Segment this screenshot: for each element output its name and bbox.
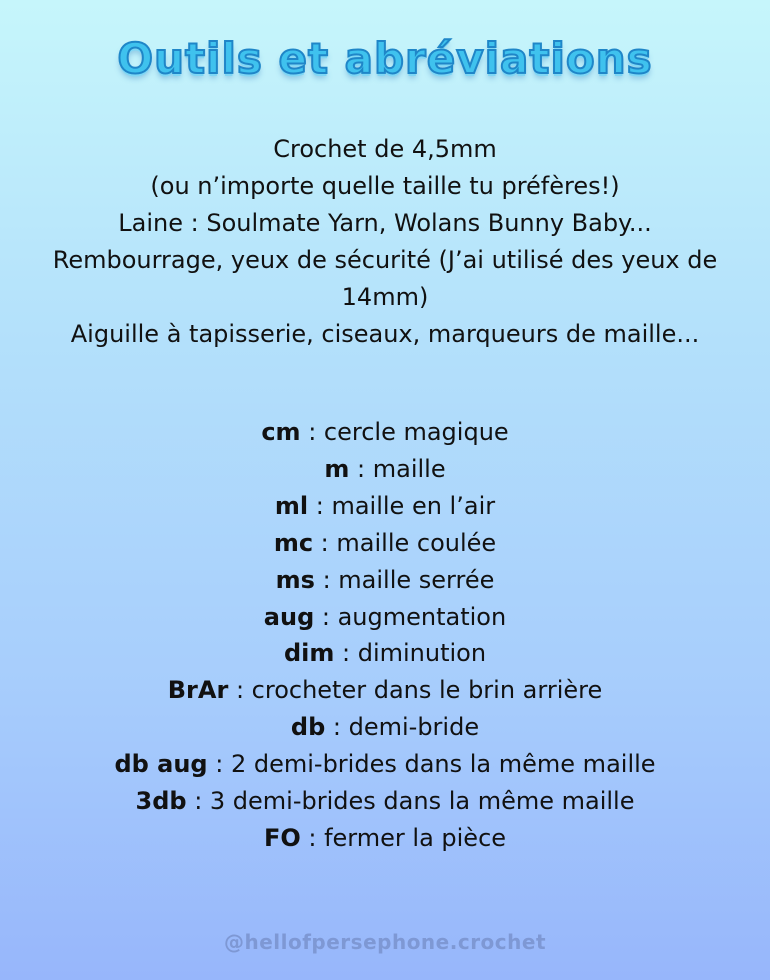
abbreviation-definition: : 3 demi-brides dans la même maille bbox=[186, 787, 635, 816]
abbreviation-row bbox=[30, 599, 740, 636]
abbreviation-term: db aug bbox=[114, 750, 208, 779]
tools-line: Aiguille à tapisserie, ciseaux, marqueurs de maille... bbox=[70, 320, 700, 348]
abbreviation-definition: : crocheter dans le brin arrière bbox=[228, 676, 603, 705]
abbreviation-row bbox=[30, 672, 740, 709]
abbreviation-term: db bbox=[290, 713, 326, 742]
abbreviation-row bbox=[30, 451, 740, 488]
abbreviation-term: aug bbox=[263, 602, 315, 631]
abbreviation-row bbox=[30, 562, 740, 599]
abbreviation-definition: : maille en l’air bbox=[308, 491, 496, 520]
abbreviation-definition: : demi-bride bbox=[325, 713, 480, 742]
abbreviation-row bbox=[30, 820, 740, 857]
abbreviation-definition: : fermer la pièce bbox=[300, 823, 507, 852]
tools-list bbox=[30, 131, 740, 353]
instagram-handle: @hellofpersephone.crochet bbox=[223, 930, 547, 954]
abbreviation-definition: : maille coulée bbox=[313, 528, 497, 557]
tools-line: (ou n’importe quelle taille tu préfères!) bbox=[150, 172, 620, 200]
abbreviation-definition: : maille bbox=[349, 454, 446, 483]
abbreviation-term: ml bbox=[274, 491, 309, 520]
abbreviation-definition: : diminution bbox=[334, 639, 487, 668]
abbreviation-row bbox=[30, 414, 740, 451]
abbreviation-term: 3db bbox=[135, 787, 187, 816]
abbreviation-term: ms bbox=[275, 565, 315, 594]
tools-line: Rembourrage, yeux de sécurité (J’ai utilisé des yeux de 14mm) bbox=[52, 246, 718, 311]
page-title: Outils et abréviations bbox=[117, 34, 653, 83]
abbreviation-row bbox=[30, 709, 740, 746]
abbreviation-term: BrAr bbox=[167, 676, 229, 705]
tools-line: Laine : Soulmate Yarn, Wolans Bunny Baby... bbox=[118, 209, 652, 237]
abbreviation-row bbox=[30, 746, 740, 783]
abbreviation-term: dim bbox=[283, 639, 335, 668]
abbreviation-row bbox=[30, 783, 740, 820]
abbreviation-row bbox=[30, 525, 740, 562]
abbreviation-row bbox=[30, 488, 740, 525]
tools-line: Crochet de 4,5mm bbox=[273, 135, 497, 163]
abbreviation-term: m bbox=[324, 454, 350, 483]
abbreviation-definition: : augmentation bbox=[314, 602, 507, 631]
abbreviation-term: mc bbox=[273, 528, 314, 557]
abbreviations-list bbox=[30, 414, 740, 857]
abbreviation-term: cm bbox=[261, 418, 301, 446]
abbreviation-term: FO bbox=[263, 823, 301, 852]
abbreviation-row bbox=[30, 635, 740, 672]
abbreviation-definition: : cercle magique bbox=[300, 418, 509, 446]
abbreviation-definition: : 2 demi-brides dans la même maille bbox=[207, 750, 656, 779]
abbreviation-definition: : maille serrée bbox=[314, 565, 495, 594]
